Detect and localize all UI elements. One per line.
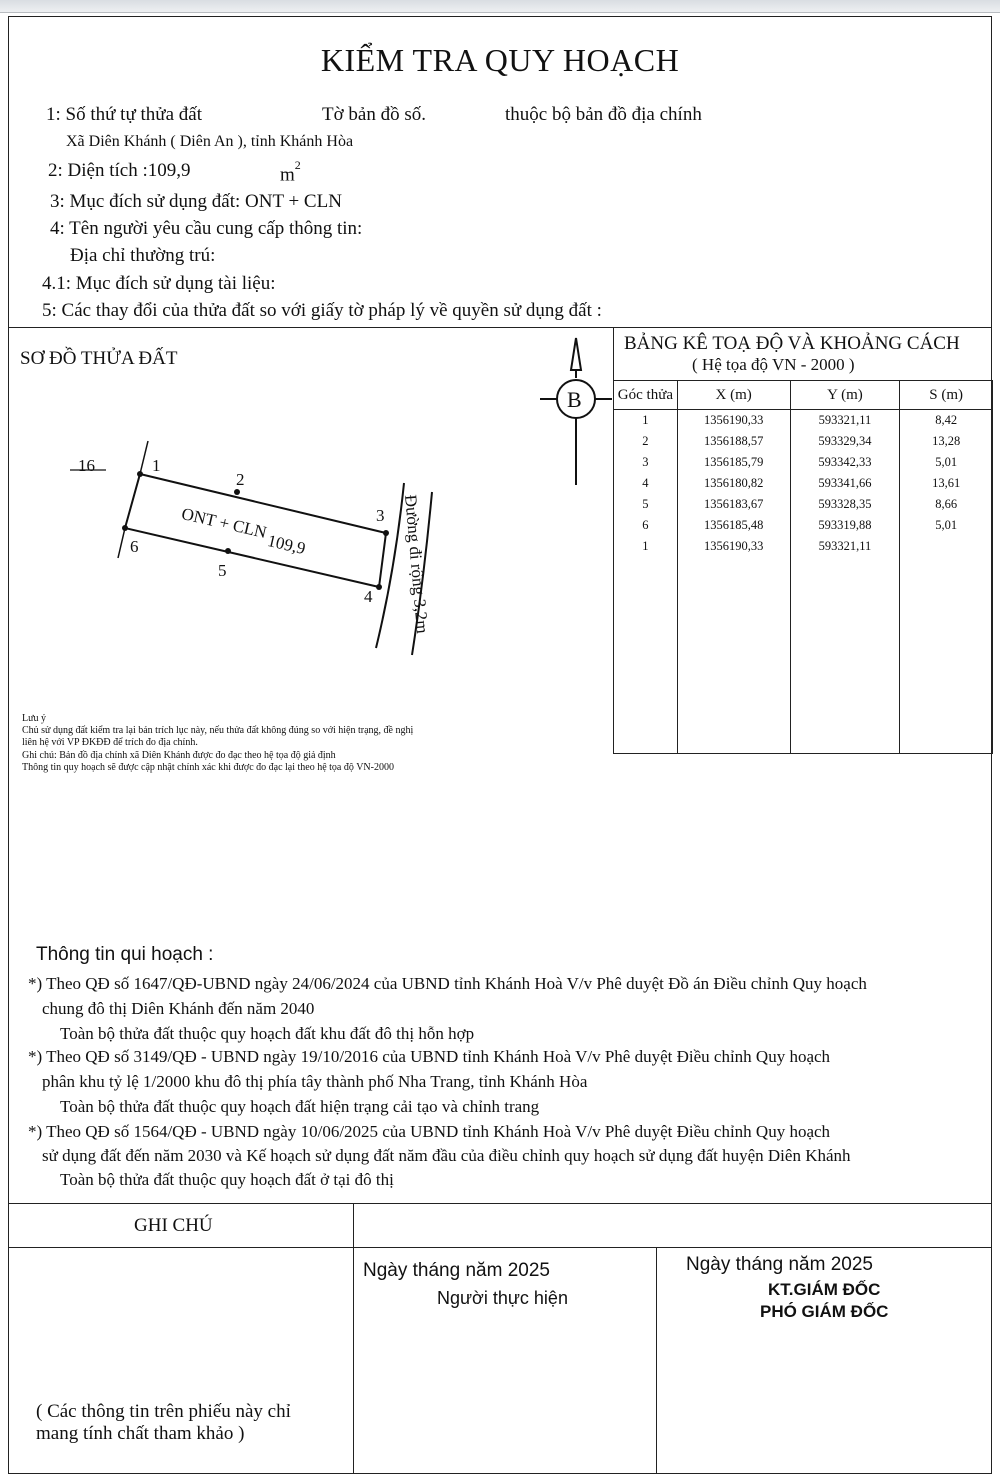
table-row: 1 1356190,33 593321,11 8,42 xyxy=(614,410,993,432)
table-title: BẢNG KÊ TOẠ ĐỘ VÀ KHOẢNG CÁCH xyxy=(624,333,960,354)
date-right: Ngày tháng năm 2025 xyxy=(686,1254,873,1275)
footer-col-divider-2 xyxy=(656,1247,657,1474)
planning-line: Toàn bộ thửa đất thuộc quy hoạch đất hiện trạng cải tạo và chỉnh trang xyxy=(60,1097,540,1116)
field-land-use-purpose: 3: Mục đích sử dụng đất: ONT + CLN xyxy=(50,191,342,212)
field-document-purpose: 4.1: Mục đích sử dụng tài liệu: xyxy=(42,273,276,294)
note-line: Chủ sử dụng đất kiểm tra lại bản trích lục này, nếu thửa đất không đúng so với hiện trạng, đề nghị xyxy=(22,725,414,736)
col-header-vertex: Góc thửa xyxy=(614,381,678,410)
ghi-chu-label: GHI CHÚ xyxy=(134,1215,213,1236)
vertex-label-3: 3 xyxy=(376,506,385,525)
footer-mid-divider xyxy=(8,1247,992,1248)
vertex-label-6: 6 xyxy=(130,537,139,556)
neighbor-parcel-number: 16 xyxy=(78,456,95,475)
table-row: 2 1356188,57 593329,34 13,28 xyxy=(614,431,993,452)
date-left: Ngày tháng năm 2025 xyxy=(363,1260,550,1281)
table-row: 4 1356180,82 593341,66 13,61 xyxy=(614,473,993,494)
planning-line: *) Theo QĐ số 1564/QĐ - UBND ngày 10/06/2025 của UBND tỉnh Khánh Hoà V/v Phê duyệt Điều chỉnh Quy hoạch xyxy=(28,1122,831,1141)
vertex-label-2: 2 xyxy=(236,470,245,489)
note-heading: Lưu ý xyxy=(22,713,47,724)
planning-line: phân khu tỷ lệ 1/2000 khu đô thị phía tây thành phố Nha Trang, tỉnh Khánh Hòa xyxy=(42,1072,588,1091)
field-parcel-number: 1: Số thứ tự thửa đất xyxy=(46,104,202,125)
compass-letter: B xyxy=(567,387,582,412)
note-line: Thông tin quy hoạch sẽ được cập nhật chính xác khi được đo đạc lại theo hệ tọa độ VN-2000 xyxy=(22,762,394,773)
header-divider xyxy=(8,327,992,328)
note-line: Ghi chú: Bản đồ địa chính xã Diên Khánh được đo đạc theo hệ tọa độ giả định xyxy=(22,750,336,761)
field-map-set: thuộc bộ bản đồ địa chính xyxy=(505,104,702,125)
footer-col-divider-1 xyxy=(353,1203,354,1474)
table-filler-row xyxy=(614,557,993,754)
col-header-x: X (m) xyxy=(677,381,790,410)
land-use-label: ONT + CLN xyxy=(179,504,269,543)
planning-line: Toàn bộ thửa đất thuộc quy hoạch đất khu đất đô thị hỗn hợp xyxy=(60,1024,475,1043)
kt-director-label: KT.GIÁM ĐỐC xyxy=(768,1280,881,1299)
footer-top-divider xyxy=(8,1203,992,1204)
vertex-label-4: 4 xyxy=(364,587,373,606)
document-title: KIỂM TRA QUY HOẠCH xyxy=(320,42,680,78)
vice-director-label: PHÓ GIÁM ĐỐC xyxy=(760,1302,889,1321)
table-row: 6 1356185,48 593319,88 5,01 xyxy=(614,515,993,536)
field-commune: Xã Diên Khánh ( Diên An ), tỉnh Khánh Hòa xyxy=(66,133,354,150)
planning-line: Toàn bộ thửa đất thuộc quy hoạch đất ở tại đô thị xyxy=(60,1170,394,1189)
table-row: 3 1356185,79 593342,33 5,01 xyxy=(614,452,993,473)
vertex-label-1: 1 xyxy=(152,456,161,475)
planning-line: *) Theo QĐ số 1647/QĐ-UBND ngày 24/06/2024 của UBND tỉnh Khánh Hoà V/v Phê duyệt Đồ án Điều chỉnh Quy hoạch xyxy=(28,974,867,993)
coordinate-table xyxy=(613,380,993,754)
window-top-bar xyxy=(0,0,1000,13)
field-area-unit: $m^2$ xyxy=(280,158,301,186)
col-header-s: S (m) xyxy=(900,381,993,410)
field-changes: 5: Các thay đổi của thửa đất so với giấy tờ pháp lý về quyền sử dụng đất : xyxy=(42,300,602,321)
field-map-sheet: Tờ bản đồ số. xyxy=(322,104,426,125)
disclaimer-line-2: mang tính chất tham khảo ) xyxy=(36,1423,245,1444)
field-area: 2: Diện tích :109,9 xyxy=(48,160,191,181)
planning-line: sử dụng đất đến năm 2030 và Kế hoạch sử dụng đất năm đầu của điều chỉnh quy hoạch sử dụng đất huyện Diên Khánh xyxy=(42,1146,851,1165)
note-line: liên hệ với VP ĐKĐĐ để trích đo địa chính. xyxy=(22,737,198,748)
field-address: Địa chỉ thường trú: xyxy=(70,245,216,266)
planning-heading: Thông tin qui hoạch : xyxy=(36,944,214,965)
planning-line: *) Theo QĐ số 3149/QĐ - UBND ngày 19/10/2016 của UBND tỉnh Khánh Hoà V/v Phê duyệt Điều chỉnh Quy hoạch xyxy=(28,1047,831,1066)
col-header-y: Y (m) xyxy=(790,381,900,410)
table-left-border xyxy=(613,327,614,380)
field-requester-name: 4: Tên người yêu cầu cung cấp thông tin: xyxy=(50,218,363,239)
planning-line: chung đô thị Diên Khánh đến năm 2040 xyxy=(42,999,315,1018)
table-subtitle: ( Hệ tọa độ VN - 2000 ) xyxy=(692,355,855,374)
table-row: 5 1356183,67 593328,35 8,66 xyxy=(614,494,993,515)
performer-label: Người thực hiện xyxy=(437,1288,568,1308)
road-label: Đường đi rộng 3,2m xyxy=(401,494,433,635)
parcel-diagram xyxy=(0,330,612,660)
disclaimer-line-1: ( Các thông tin trên phiếu này chỉ xyxy=(36,1401,291,1422)
map-section-title: SƠ ĐỒ THỬA ĐẤT xyxy=(20,348,178,369)
vertex-label-5: 5 xyxy=(218,561,227,580)
area-label: 109,9 xyxy=(265,531,308,559)
table-row: 1 1356190,33 593321,11 xyxy=(614,536,993,557)
